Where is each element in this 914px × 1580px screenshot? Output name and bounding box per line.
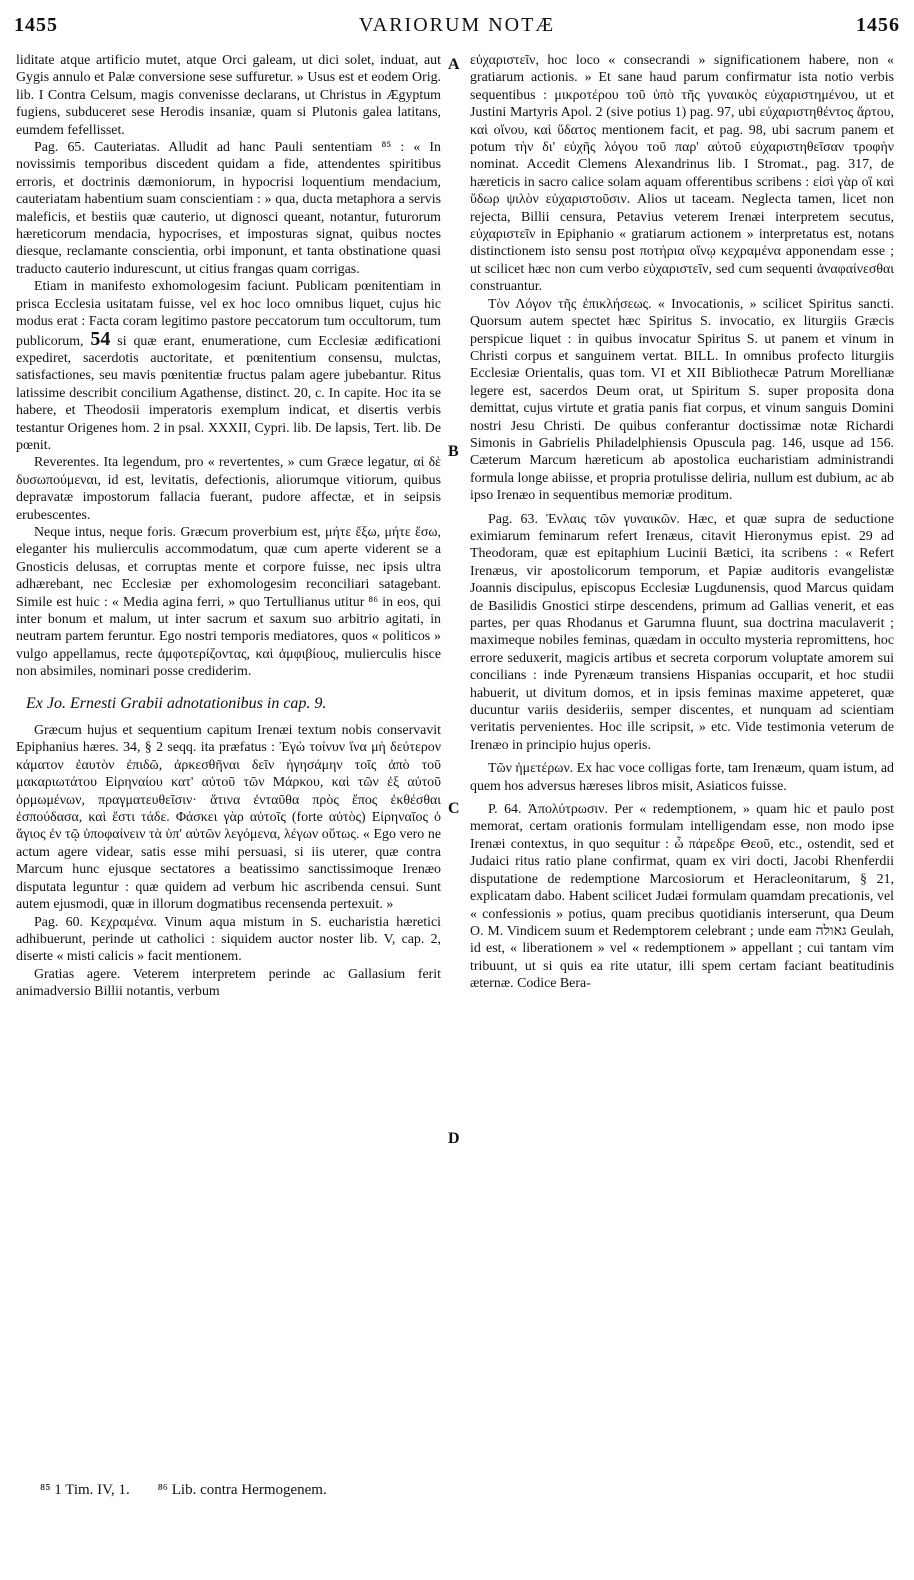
page-header — [0, 0, 914, 46]
paragraph: εὐχαριστεῖν, hoc loco « consecrandi » significationem habere, non « gratiarum actionis. » Et sane haud parum confirmatur ista notio verbis sequentibus : μικροτέρου τοῦ ὑπὸ τῆς γυναικὸς εὐχαριστημένου, ut et Justini Martyris Apol. 2 (sive potius 1) pag. 97, ubi εὐχαριστηθέντος ἄρτου, καὶ οἴνου, καὶ ὕδατος mentionem facit, et pag. 98, ubi sacrum panem et potum τὴν δι' εὐχῆς λόγου τοῦ παρ' αὐτοῦ εὐχαριστηθεῖσαν τροφὴν nominat. Accedit Clemens Alexandrinus lib. I Stromat., pag. 317, de hæreticis in sacro calice solam aquam offerentibus scribens : εἰσὶ γὰρ οἳ καὶ ὕδωρ ψιλὸν εὐχαριστοῦσιν. Alios ut taceam. Neglecta tamen, licet non rejecta, Billii censura, Petavius veterem Irenæi interpretem secutus, εὐχαριστεῖν in Epiphanio « gratiarum actionem » interpretatus est, notans distinctionem isto sensu post ποτήρια οἴνῳ κεχραμένα apponendam esse ; ut scilicet hæc non cum verbo εὐχαριστεῖν, sed cum sequenti ἀναφαίνεσθαι construantur. — [470, 53, 894, 295]
paragraph — [16, 278, 441, 454]
page-number-right: 1456 — [856, 14, 900, 36]
paragraph: Pag. 63. Ἐνλαις τῶν γυναικῶν. Hæc, et quæ supra de seductione eximiarum feminarum refert Irenæus, citavit Hieronymus epist. 29 ad Theodoram, quæ est epitaphium Lucinii Bætici, ita scribens : « Refert Irenæus, vir apostolicorum temporum, et Papiæ auditoris evangelistæ Joannis discipulus, episcopus Ecclesiæ Lugdunensis, quod Marcus quidam de Basilidis Gnostici stirpe descendens, primum ad Gallias venerit, et eas partes, per quas Rhodanus et Garumna fluunt, sua doctrina maculaverit ; maximeque nobiles feminas, quædam in occulto mysteria repromittens, hoc errore seduxerit, magicis artibus et secreta corporum voluptate amorem sui concilians : inde Pyrenæum transiens Hispanias occuparit, et hoc studii habuerit, ut divitum domos, et in ipsis feminas maxime appeteret, quæ ducuntur variis desideriis, semper discentes, et nunquam ad scientiam veritatis pervenientes. Hoc ille scripsit, » etc. Vide testimonia veterum de Irenæo in principio hujus operis. — [470, 511, 894, 753]
right-column — [470, 52, 894, 993]
left-column — [16, 52, 441, 1001]
margin-marker-a: A — [448, 56, 460, 73]
paragraph: Græcum hujus et sequentium capitum Irenæi textum nobis conservavit Epiphanius hæres. 34, § 2 seqq. ita præfatus : Ἐγὼ τοίνυν ἵνα μὴ δεύτερον κάματον ἐαυτὸν ἐπιδῶ, ἀρκεσθῆναι δεῖν ἡγησάμην τοῖς ἀπὸ τοῦ μακαριωτάτου Εἰρηναίου κατ' αὐτοῦ τῶν Μάρκου, καὶ τῶν ἐξ αὐτοῦ ὁρμωμένων, πραγματευθεῖσιν· ἅτινα ἐνταῦθα πρὸς ἔπος ἐκθέσθαι ἐσπούδασα, καὶ ἔστι τάδε. Φάσκει γὰρ αὐτοῖς (forte αὐτὸς) Εἰρηναῖος ὁ ἅγιος ἐν τῷ ὑποφαίνειν τὰ ὑπ' αὐτῶν λεγόμενα, λέγων οὕτως. « Ego vero ne actum agere videar, satis esse mihi persuasi, si iis uterer, quæ contra Marcum hunc ejusque sectatores a beatissimo sanctissimoque Irenæo disputata leguntur : quæ quidem ad verbum hic ascribenda censui. Sunt autem ejusmodi, quæ in illorum dogmatibus recensenda pertexuit. » — [16, 723, 441, 913]
paragraph: P. 64. Ἀπολύτρωσιν. Per « redemptionem, » quam hic et paulo post memorat, certam orationis formulam intelligendam esse, non modo ipse Irenæi contextus, in quo sequitur : ὦ πάρεδρε Θεοῦ, etc., ostendit, sed et Judaici ritus ratio plane confirmat, quam ex viri docti, Jacobi Rhenferdii disputatione de redemptione Marcosiorum et Heracleonitarum, § 21, explicatam dabo. Habent scilicet Judæi formulam quamdam precationis, vel « confessionis » potius, quam precibus quotidianis interserunt, qua Deum O. M. Vindicem suum et Redemptorem celebrant ; unde eam גאולה Geulah, id est, « liberationem » vel « redemptionem » appellant ; cui tantam vim tribuunt, ut si quis ea rite utatur, illi spem certam faciant beatitudinis æternæ. Codice Bera- — [470, 802, 894, 992]
paragraph: liditate atque artificio mutet, atque Orci galeam, ut dici solet, induat, aut Gygis annulo et Palæ conversione sese suffuretur. » Usus est et eodem Orig. lib. I Contra Celsum, magis convenisse declarans, ut Christus in Ægyptum fugiens, subduceret sese Herodis insaniæ, quam si Plutonis galea latitans, eumdem fefellisset. — [16, 53, 441, 138]
paragraph: Τῶν ἡμετέρων. Ex hac voce colligas forte, tam Irenæum, quam istum, ad quem hos adversus hæreses libros misit, Asiaticos fuisse. — [470, 761, 894, 794]
margin-marker-d: D — [448, 1130, 460, 1147]
paragraph-text: Etiam in manifesto exhomologesim faciunt. Publicam pœnitentiam in prisca Ecclesia usitatam fuisse, vel ex hoc loco omnibus liquet, cujus hic modus erat : Facta coram legitimo pastore peccatorum tum occultorum, tum publicorum, — [16, 279, 441, 349]
footnotes — [40, 1482, 351, 1499]
footnote: ⁸⁶ Lib. contra Hermogenem. — [157, 1482, 327, 1498]
paragraph: Gratias agere. Veterem interpretem perinde ac Gallasium ferit animadversio Billii notantis, verbum — [16, 966, 441, 1000]
column-number: 54 — [90, 327, 111, 350]
paragraph: Pag. 60. Κεχραμένα. Vinum aqua mistum in S. eucharistia hæretici adhibuerunt, perinde ut catholici : siquidem auctor noster lib. V, cap. 2, diserte « misti calicis » facit mentionem. — [16, 914, 441, 965]
paragraph: Neque intus, neque foris. Græcum proverbium est, μήτε ἔξω, μήτε ἔσω, eleganter his mulierculis accommodatum, quæ cum aperte viderent se a Gnosticis delusas, et corruptas mente et corpore fuisse, nec ipsis ultra adhærebant, nec Ecclesiæ per exhomologesim reconciliari satagebant. Simile est huic : « Media agina ferri, » quo Tertullianus utitur ⁸⁶ in eos, qui inter bonum et malum, ut inter sacrum et saxum suo arbitrio agitati, in neutram partem feruntur. Ego nostri temporis mediatores, quos « politicos » vulgo appellamus, recte ἀμφοτερίζοντας, καὶ ἀμφιβίους, mulierculis hisce non absimiles, nominari posse crediderim. — [16, 524, 441, 680]
footnote: ⁸⁵ 1 Tim. IV, 1. — [40, 1482, 130, 1498]
paragraph: Reverentes. Ita legendum, pro « revertentes, » cum Græce legatur, αἱ δὲ δυσωπούμεναι, id est, levitatis, defectionis, aliorumque vitiorum, quibus depravatæ impostorum fallacia fuerant, pudore affectæ, et in seipsis erubescentes. — [16, 455, 441, 523]
paragraph: Pag. 65. Cauteriatas. Alludit ad hanc Pauli sententiam ⁸⁵ : « In novissimis temporibus discedent quidam a fide, attendentes spiritibus erroris, et doctrinis dæmoniorum, in hypocrisi loquentium mendacium, cauteriatam habentium suam conscientiam : » qua, ducta metaphora a servis maleficis, et bestiis quæ cauterio, ut dignosci queant, notantur, futurorum hæreticorum mendacia, hypocrises, et imposturas signat, quibus noctes diesque, reclamante conscientia, orbi imponunt, et tanta obstinatione quasi traducto cauterio indurescunt, ut citius frangas quam corrigas. — [16, 140, 441, 277]
section-heading: Ex Jo. Ernesti Grabii adnotationibus in cap. 9. — [26, 694, 327, 712]
paragraph: Τὸν Λόγον τῆς ἐπικλήσεως. « Invocationis, » scilicet Spiritus sancti. Quorsum autem spectet hæc Spiritus S. invocatio, ex liturgiis Græcis perspicue liquet : in quibus invocatur Spiritus S. ut panem et vinum in Christi corpus et sanguinem vertat. BILL. In omnibus profecto liturgiis Ecclesiæ Orientalis, quas tom. VI et XII Bibliothecæ Patrum Morellianæ legere est, sacerdos Deum orat, ut Spiritum S. super proposita dona demittat, cujus virtute et gratia panis fiat corpus, et vinum sanguis Domini nostri Jesu Christi. De quibus conferantur doctissimæ notæ Richardi Simonis in Gabrielis Philadelphiensis Opuscula pag. 146, usque ad 156. Cæterum Marcum hæreticum ab apostolica eucharistiam administrandi formula longe abiisse, et propria protulisse deliria, nullum est dubium, ac ab ipso Irenæo in sequentibus memoriæ proditum. — [470, 296, 894, 504]
margin-marker-b: B — [448, 443, 459, 460]
running-title: VARIORUM NOTÆ — [358, 14, 556, 36]
margin-marker-c: C — [448, 800, 460, 817]
paragraph-text: si quæ erant, enumeratione, cum Ecclesiæ ædificationi expediret, sacerdotis auctoritate, et pœnitentium consensu, mulctas, satisfactiones, seu mavis pœnitentiæ fructus palam agere jubebantur. Ritus latissime describit concilium Agathense, distinct. 20, c. In capite. Hoc ita se habere, et Theodosii imperatoris exemplum indicat, et disertis verbis testantur Origenes hom. 2 in psal. XXXII, Cypri. lib. De lapsis, Tert. lib. De pœnit. — [16, 333, 441, 453]
page-number-left: 1455 — [14, 14, 58, 36]
